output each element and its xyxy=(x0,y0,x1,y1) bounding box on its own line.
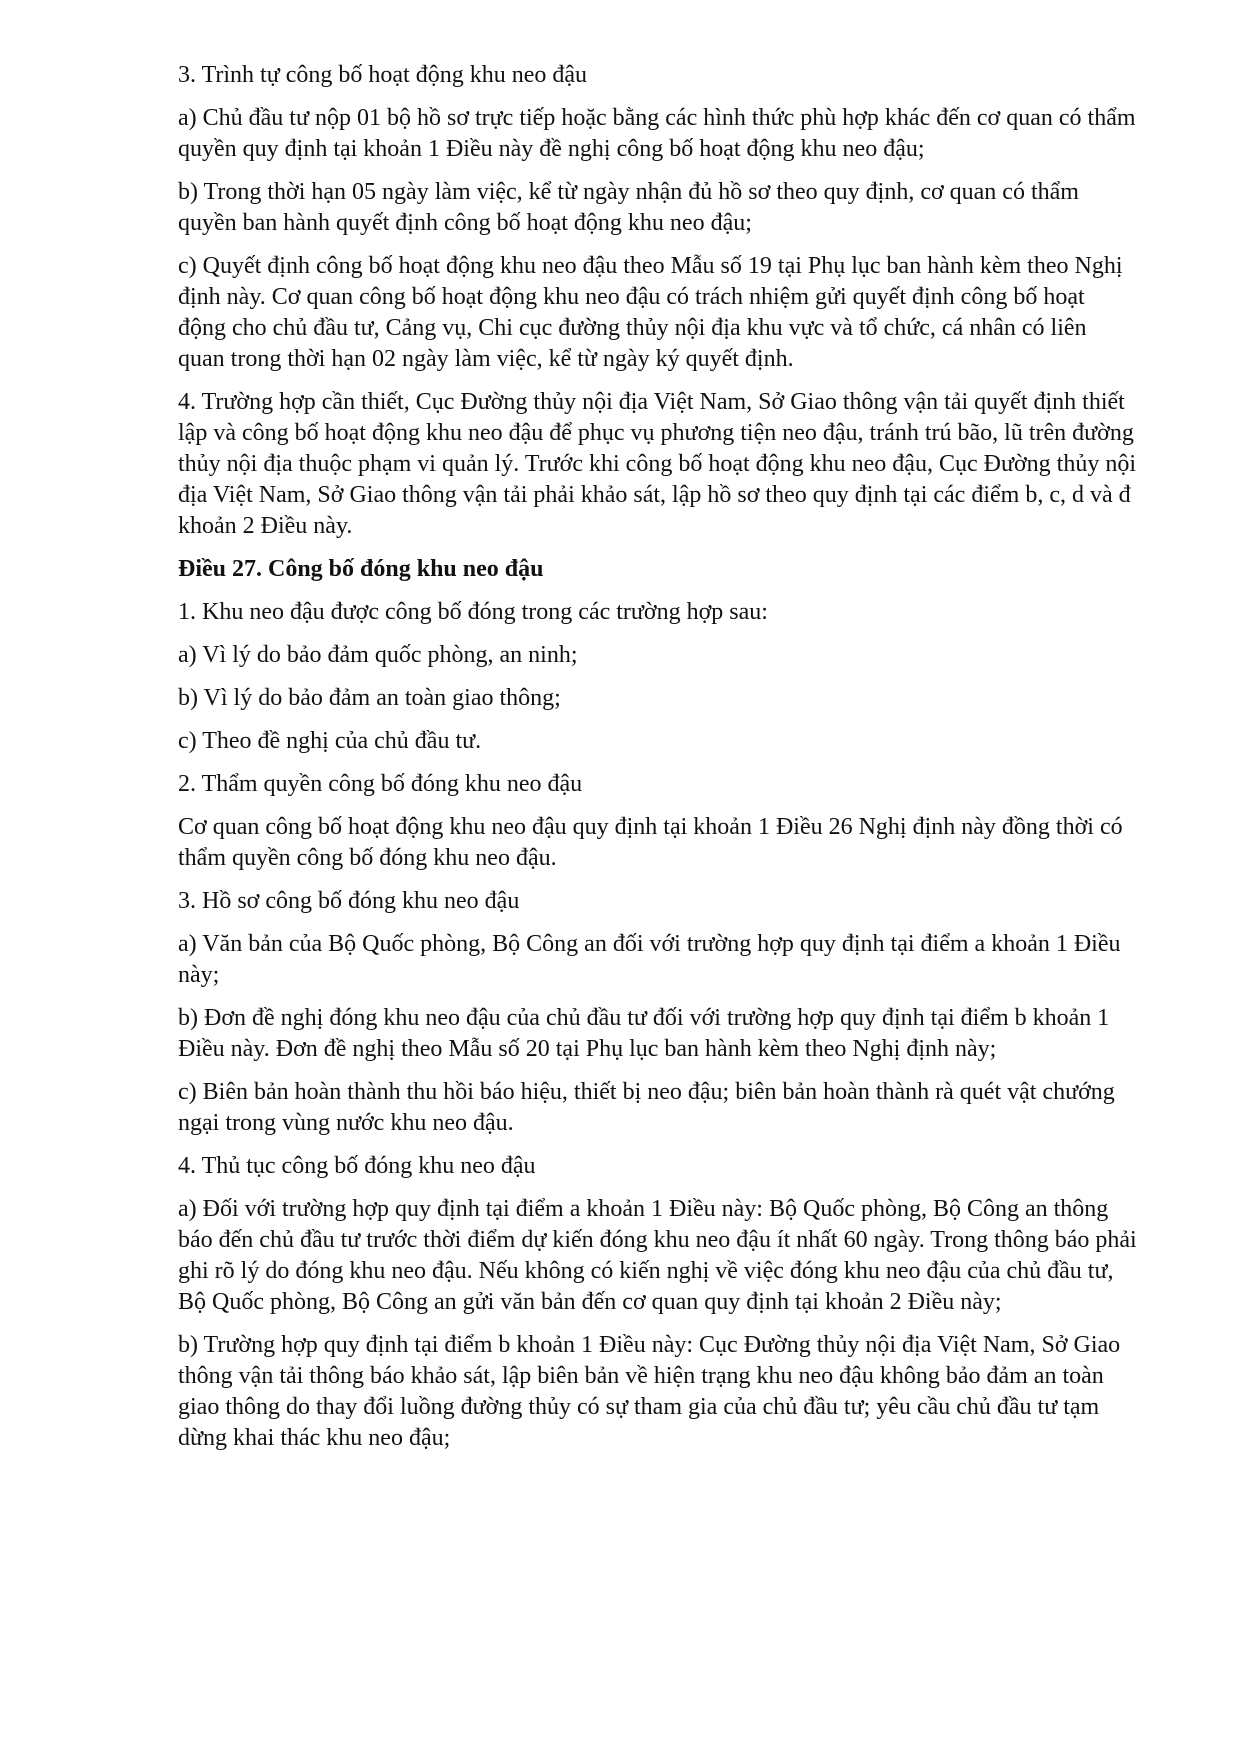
paragraph-27-3b: b) Đơn đề nghị đóng khu neo đậu của chủ đầu tư đối với trường hợp quy định tại điểm b khoản 1 Điều này. Đơn đề nghị theo Mẫu số 20 tại Phụ lục ban hành kèm theo Nghị định này; xyxy=(178,1005,1110,1062)
paragraph-27-1a: a) Vì lý do bảo đảm quốc phòng, an ninh; xyxy=(178,642,578,668)
paragraph-4: 4. Trường hợp cần thiết, Cục Đường thủy nội địa Việt Nam, Sở Giao thông vận tải quyết định thiết lập và công bố hoạt động khu neo đậu để phục vụ phương tiện neo đậu, tránh trú bão, lũ trên đường thủy nội địa thuộc phạm vi quản lý. Trước khi công bố hoạt động khu neo đậu, Cục Đường thủy nội địa Việt Nam, Sở Giao thông vận tải phải khảo sát, lập hồ sơ theo quy định tại các điểm b, c, d và đ khoản 2 Điều này. xyxy=(178,389,1136,539)
paragraph-3c: c) Quyết định công bố hoạt động khu neo đậu theo Mẫu số 19 tại Phụ lục ban hành kèm theo Nghị định này. Cơ quan công bố hoạt động khu neo đậu có trách nhiệm gửi quyết định công bố hoạt động cho chủ đầu tư, Cảng vụ, Chi cục đường thủy nội địa khu vực và tổ chức, cá nhân có liên quan trong thời hạn 02 ngày làm việc, kể từ ngày ký quyết định. xyxy=(178,253,1123,372)
paragraph-27-4: 4. Thủ tục công bố đóng khu neo đậu xyxy=(178,1153,536,1179)
paragraph-27-3c: c) Biên bản hoàn thành thu hồi báo hiệu, thiết bị neo đậu; biên bản hoàn thành rà quét vật chướng ngại trong vùng nước khu neo đậu. xyxy=(178,1079,1115,1136)
paragraph-27-3: 3. Hồ sơ công bố đóng khu neo đậu xyxy=(178,888,520,914)
document-page xyxy=(178,60,1138,1466)
paragraph-3a: a) Chủ đầu tư nộp 01 bộ hồ sơ trực tiếp hoặc bằng các hình thức phù hợp khác đến cơ quan có thẩm quyền quy định tại khoản 1 Điều này đề nghị công bố hoạt động khu neo đậu; xyxy=(178,105,1136,162)
paragraph-27-2: 2. Thẩm quyền công bố đóng khu neo đậu xyxy=(178,771,583,797)
paragraph-3-trinh-tu: 3. Trình tự công bố hoạt động khu neo đậu xyxy=(178,62,587,88)
paragraph-27-2-body: Cơ quan công bố hoạt động khu neo đậu quy định tại khoản 1 Điều 26 Nghị định này đồng thời có thẩm quyền công bố đóng khu neo đậu. xyxy=(178,814,1123,871)
paragraph-3b: b) Trong thời hạn 05 ngày làm việc, kể từ ngày nhận đủ hồ sơ theo quy định, cơ quan có thẩm quyền ban hành quyết định công bố hoạt động khu neo đậu; xyxy=(178,179,1079,236)
paragraph-27-4b: b) Trường hợp quy định tại điểm b khoản 1 Điều này: Cục Đường thủy nội địa Việt Nam, Sở Giao thông vận tải thông báo khảo sát, lập biên bản về hiện trạng khu neo đậu không bảo đảm an toàn giao thông do thay đổi luồng đường thủy có sự tham gia của chủ đầu tư; yêu cầu chủ đầu tư tạm dừng khai thác khu neo đậu; xyxy=(178,1332,1121,1451)
paragraph-27-1: 1. Khu neo đậu được công bố đóng trong các trường hợp sau: xyxy=(178,599,768,625)
paragraph-27-3a: a) Văn bản của Bộ Quốc phòng, Bộ Công an đối với trường hợp quy định tại điểm a khoản 1 Điều này; xyxy=(178,931,1121,988)
paragraph-27-4a: a) Đối với trường hợp quy định tại điểm a khoản 1 Điều này: Bộ Quốc phòng, Bộ Công an thông báo đến chủ đầu tư trước thời điểm dự kiến đóng khu neo đậu ít nhất 60 ngày. Trong thông báo phải ghi rõ lý do đóng khu neo đậu. Nếu không có kiến nghị về việc đóng khu neo đậu của chủ đầu tư, Bộ Quốc phòng, Bộ Công an gửi văn bản đến cơ quan quy định tại khoản 2 Điều này; xyxy=(178,1196,1137,1315)
paragraph-27-1b: b) Vì lý do bảo đảm an toàn giao thông; xyxy=(178,685,561,711)
paragraph-27-1c: c) Theo đề nghị của chủ đầu tư. xyxy=(178,728,482,754)
article-27-heading: Điều 27. Công bố đóng khu neo đậu xyxy=(178,556,544,582)
